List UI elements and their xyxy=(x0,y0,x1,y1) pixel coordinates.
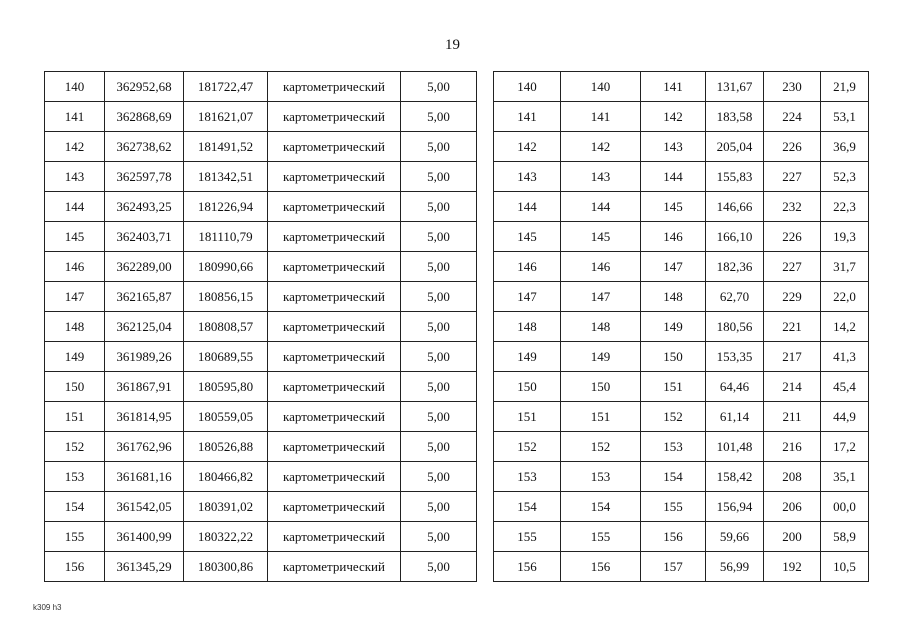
point-number-cell: 145 xyxy=(494,222,561,252)
table-row xyxy=(494,72,869,102)
y-coordinate-cell: 181621,07 xyxy=(184,102,268,132)
x-coordinate-cell: 362597,78 xyxy=(105,162,184,192)
line-start-cell: 156 xyxy=(561,552,641,582)
table-row xyxy=(45,252,477,282)
y-coordinate-cell: 181722,47 xyxy=(184,72,268,102)
table-row xyxy=(494,192,869,222)
boundary-lines-table xyxy=(493,71,869,582)
y-coordinate-cell: 180466,82 xyxy=(184,462,268,492)
line-start-cell: 143 xyxy=(561,162,641,192)
precision-cell: 5,00 xyxy=(401,102,477,132)
x-coordinate-cell: 362493,25 xyxy=(105,192,184,222)
line-start-cell: 152 xyxy=(561,432,641,462)
precision-cell: 5,00 xyxy=(401,162,477,192)
y-coordinate-cell: 180856,15 xyxy=(184,282,268,312)
method-cell: картометрический xyxy=(268,72,401,102)
precision-cell: 5,00 xyxy=(401,552,477,582)
y-coordinate-cell: 181226,94 xyxy=(184,192,268,222)
point-number-cell: 141 xyxy=(45,102,105,132)
length-cell: 62,70 xyxy=(706,282,764,312)
precision-cell: 5,00 xyxy=(401,492,477,522)
angle-degrees-cell: 206 xyxy=(764,492,821,522)
length-cell: 166,10 xyxy=(706,222,764,252)
x-coordinate-cell: 361542,05 xyxy=(105,492,184,522)
angle-degrees-cell: 227 xyxy=(764,252,821,282)
angle-degrees-cell: 211 xyxy=(764,402,821,432)
table-row xyxy=(45,552,477,582)
precision-cell: 5,00 xyxy=(401,192,477,222)
angle-degrees-cell: 230 xyxy=(764,72,821,102)
line-start-cell: 150 xyxy=(561,372,641,402)
point-number-cell: 140 xyxy=(494,72,561,102)
method-cell: картометрический xyxy=(268,432,401,462)
angle-degrees-cell: 217 xyxy=(764,342,821,372)
point-number-cell: 141 xyxy=(494,102,561,132)
point-number-cell: 146 xyxy=(494,252,561,282)
table-row xyxy=(494,522,869,552)
table-row xyxy=(494,132,869,162)
precision-cell: 5,00 xyxy=(401,222,477,252)
precision-cell: 5,00 xyxy=(401,132,477,162)
line-end-cell: 148 xyxy=(641,282,706,312)
point-number-cell: 153 xyxy=(494,462,561,492)
angle-minutes-cell: 45,4 xyxy=(821,372,869,402)
coordinates-table xyxy=(44,71,477,582)
coordinates-table-body xyxy=(45,72,477,582)
table-row xyxy=(494,492,869,522)
point-number-cell: 148 xyxy=(494,312,561,342)
precision-cell: 5,00 xyxy=(401,282,477,312)
precision-cell: 5,00 xyxy=(401,522,477,552)
point-number-cell: 150 xyxy=(494,372,561,402)
x-coordinate-cell: 361814,95 xyxy=(105,402,184,432)
method-cell: картометрический xyxy=(268,102,401,132)
length-cell: 183,58 xyxy=(706,102,764,132)
point-number-cell: 152 xyxy=(494,432,561,462)
line-end-cell: 154 xyxy=(641,462,706,492)
point-number-cell: 147 xyxy=(45,282,105,312)
x-coordinate-cell: 361762,96 xyxy=(105,432,184,462)
point-number-cell: 146 xyxy=(45,252,105,282)
line-start-cell: 151 xyxy=(561,402,641,432)
angle-minutes-cell: 22,3 xyxy=(821,192,869,222)
y-coordinate-cell: 180808,57 xyxy=(184,312,268,342)
line-end-cell: 155 xyxy=(641,492,706,522)
length-cell: 180,56 xyxy=(706,312,764,342)
point-number-cell: 144 xyxy=(494,192,561,222)
angle-degrees-cell: 224 xyxy=(764,102,821,132)
angle-minutes-cell: 35,1 xyxy=(821,462,869,492)
table-row xyxy=(45,432,477,462)
precision-cell: 5,00 xyxy=(401,342,477,372)
angle-degrees-cell: 208 xyxy=(764,462,821,492)
table-row xyxy=(45,372,477,402)
line-end-cell: 152 xyxy=(641,402,706,432)
table-row xyxy=(45,222,477,252)
table-row xyxy=(494,462,869,492)
table-row xyxy=(494,402,869,432)
length-cell: 131,67 xyxy=(706,72,764,102)
angle-minutes-cell: 58,9 xyxy=(821,522,869,552)
point-number-cell: 144 xyxy=(45,192,105,222)
table-row xyxy=(45,342,477,372)
table-row xyxy=(45,102,477,132)
angle-minutes-cell: 36,9 xyxy=(821,132,869,162)
length-cell: 205,04 xyxy=(706,132,764,162)
angle-degrees-cell: 216 xyxy=(764,432,821,462)
y-coordinate-cell: 180559,05 xyxy=(184,402,268,432)
angle-degrees-cell: 214 xyxy=(764,372,821,402)
precision-cell: 5,00 xyxy=(401,72,477,102)
line-end-cell: 147 xyxy=(641,252,706,282)
angle-degrees-cell: 200 xyxy=(764,522,821,552)
length-cell: 156,94 xyxy=(706,492,764,522)
table-row xyxy=(494,372,869,402)
method-cell: картометрический xyxy=(268,252,401,282)
x-coordinate-cell: 361400,99 xyxy=(105,522,184,552)
table-row xyxy=(494,312,869,342)
table-row xyxy=(45,162,477,192)
angle-minutes-cell: 44,9 xyxy=(821,402,869,432)
y-coordinate-cell: 180526,88 xyxy=(184,432,268,462)
x-coordinate-cell: 362403,71 xyxy=(105,222,184,252)
line-end-cell: 143 xyxy=(641,132,706,162)
point-number-cell: 151 xyxy=(45,402,105,432)
y-coordinate-cell: 181491,52 xyxy=(184,132,268,162)
line-start-cell: 149 xyxy=(561,342,641,372)
length-cell: 182,36 xyxy=(706,252,764,282)
point-number-cell: 140 xyxy=(45,72,105,102)
y-coordinate-cell: 180322,22 xyxy=(184,522,268,552)
table-row xyxy=(494,342,869,372)
x-coordinate-cell: 362165,87 xyxy=(105,282,184,312)
line-start-cell: 141 xyxy=(561,102,641,132)
length-cell: 158,42 xyxy=(706,462,764,492)
angle-minutes-cell: 14,2 xyxy=(821,312,869,342)
table-row xyxy=(494,222,869,252)
table-row xyxy=(494,552,869,582)
point-number-cell: 152 xyxy=(45,432,105,462)
point-number-cell: 150 xyxy=(45,372,105,402)
precision-cell: 5,00 xyxy=(401,432,477,462)
method-cell: картометрический xyxy=(268,162,401,192)
angle-minutes-cell: 53,1 xyxy=(821,102,869,132)
y-coordinate-cell: 181342,51 xyxy=(184,162,268,192)
x-coordinate-cell: 361681,16 xyxy=(105,462,184,492)
y-coordinate-cell: 180689,55 xyxy=(184,342,268,372)
line-start-cell: 147 xyxy=(561,282,641,312)
point-number-cell: 156 xyxy=(494,552,561,582)
point-number-cell: 142 xyxy=(494,132,561,162)
angle-degrees-cell: 221 xyxy=(764,312,821,342)
line-end-cell: 146 xyxy=(641,222,706,252)
method-cell: картометрический xyxy=(268,222,401,252)
angle-minutes-cell: 21,9 xyxy=(821,72,869,102)
method-cell: картометрический xyxy=(268,282,401,312)
point-number-cell: 153 xyxy=(45,462,105,492)
line-end-cell: 151 xyxy=(641,372,706,402)
point-number-cell: 155 xyxy=(494,522,561,552)
angle-minutes-cell: 10,5 xyxy=(821,552,869,582)
precision-cell: 5,00 xyxy=(401,402,477,432)
table-row xyxy=(45,312,477,342)
line-end-cell: 150 xyxy=(641,342,706,372)
angle-minutes-cell: 17,2 xyxy=(821,432,869,462)
y-coordinate-cell: 181110,79 xyxy=(184,222,268,252)
line-start-cell: 153 xyxy=(561,462,641,492)
method-cell: картометрический xyxy=(268,132,401,162)
line-start-cell: 154 xyxy=(561,492,641,522)
table-row xyxy=(494,252,869,282)
angle-degrees-cell: 226 xyxy=(764,132,821,162)
length-cell: 155,83 xyxy=(706,162,764,192)
angle-minutes-cell: 41,3 xyxy=(821,342,869,372)
angle-minutes-cell: 31,7 xyxy=(821,252,869,282)
point-number-cell: 149 xyxy=(494,342,561,372)
angle-degrees-cell: 226 xyxy=(764,222,821,252)
line-start-cell: 146 xyxy=(561,252,641,282)
point-number-cell: 143 xyxy=(45,162,105,192)
point-number-cell: 155 xyxy=(45,522,105,552)
line-start-cell: 140 xyxy=(561,72,641,102)
table-row xyxy=(45,492,477,522)
point-number-cell: 148 xyxy=(45,312,105,342)
precision-cell: 5,00 xyxy=(401,252,477,282)
y-coordinate-cell: 180990,66 xyxy=(184,252,268,282)
x-coordinate-cell: 361989,26 xyxy=(105,342,184,372)
line-end-cell: 156 xyxy=(641,522,706,552)
method-cell: картометрический xyxy=(268,372,401,402)
method-cell: картометрический xyxy=(268,342,401,372)
length-cell: 56,99 xyxy=(706,552,764,582)
table-row xyxy=(494,162,869,192)
angle-minutes-cell: 22,0 xyxy=(821,282,869,312)
point-number-cell: 142 xyxy=(45,132,105,162)
x-coordinate-cell: 361345,29 xyxy=(105,552,184,582)
table-row xyxy=(494,432,869,462)
footer-code: k309 h3 xyxy=(33,603,62,612)
point-number-cell: 156 xyxy=(45,552,105,582)
length-cell: 59,66 xyxy=(706,522,764,552)
line-start-cell: 145 xyxy=(561,222,641,252)
x-coordinate-cell: 361867,91 xyxy=(105,372,184,402)
line-end-cell: 141 xyxy=(641,72,706,102)
page-number: 19 xyxy=(445,37,460,53)
table-row xyxy=(45,522,477,552)
x-coordinate-cell: 362738,62 xyxy=(105,132,184,162)
angle-minutes-cell: 19,3 xyxy=(821,222,869,252)
length-cell: 146,66 xyxy=(706,192,764,222)
method-cell: картометрический xyxy=(268,312,401,342)
point-number-cell: 149 xyxy=(45,342,105,372)
point-number-cell: 151 xyxy=(494,402,561,432)
line-end-cell: 157 xyxy=(641,552,706,582)
length-cell: 61,14 xyxy=(706,402,764,432)
length-cell: 64,46 xyxy=(706,372,764,402)
method-cell: картометрический xyxy=(268,552,401,582)
line-end-cell: 149 xyxy=(641,312,706,342)
angle-degrees-cell: 229 xyxy=(764,282,821,312)
method-cell: картометрический xyxy=(268,522,401,552)
y-coordinate-cell: 180595,80 xyxy=(184,372,268,402)
precision-cell: 5,00 xyxy=(401,462,477,492)
method-cell: картометрический xyxy=(268,462,401,492)
angle-degrees-cell: 227 xyxy=(764,162,821,192)
y-coordinate-cell: 180300,86 xyxy=(184,552,268,582)
precision-cell: 5,00 xyxy=(401,372,477,402)
point-number-cell: 143 xyxy=(494,162,561,192)
angle-degrees-cell: 232 xyxy=(764,192,821,222)
precision-cell: 5,00 xyxy=(401,312,477,342)
table-row xyxy=(45,132,477,162)
table-row xyxy=(494,282,869,312)
point-number-cell: 154 xyxy=(45,492,105,522)
angle-minutes-cell: 00,0 xyxy=(821,492,869,522)
line-start-cell: 148 xyxy=(561,312,641,342)
table-row xyxy=(45,72,477,102)
point-number-cell: 145 xyxy=(45,222,105,252)
x-coordinate-cell: 362868,69 xyxy=(105,102,184,132)
line-end-cell: 144 xyxy=(641,162,706,192)
line-end-cell: 145 xyxy=(641,192,706,222)
line-start-cell: 142 xyxy=(561,132,641,162)
angle-minutes-cell: 52,3 xyxy=(821,162,869,192)
table-row xyxy=(45,402,477,432)
line-end-cell: 153 xyxy=(641,432,706,462)
table-row xyxy=(45,282,477,312)
boundary-lines-table-body xyxy=(494,72,869,582)
x-coordinate-cell: 362289,00 xyxy=(105,252,184,282)
table-row xyxy=(45,192,477,222)
line-start-cell: 144 xyxy=(561,192,641,222)
table-row xyxy=(45,462,477,492)
line-start-cell: 155 xyxy=(561,522,641,552)
table-row xyxy=(494,102,869,132)
method-cell: картометрический xyxy=(268,402,401,432)
line-end-cell: 142 xyxy=(641,102,706,132)
angle-degrees-cell: 192 xyxy=(764,552,821,582)
y-coordinate-cell: 180391,02 xyxy=(184,492,268,522)
method-cell: картометрический xyxy=(268,492,401,522)
point-number-cell: 147 xyxy=(494,282,561,312)
x-coordinate-cell: 362952,68 xyxy=(105,72,184,102)
length-cell: 153,35 xyxy=(706,342,764,372)
length-cell: 101,48 xyxy=(706,432,764,462)
x-coordinate-cell: 362125,04 xyxy=(105,312,184,342)
method-cell: картометрический xyxy=(268,192,401,222)
point-number-cell: 154 xyxy=(494,492,561,522)
